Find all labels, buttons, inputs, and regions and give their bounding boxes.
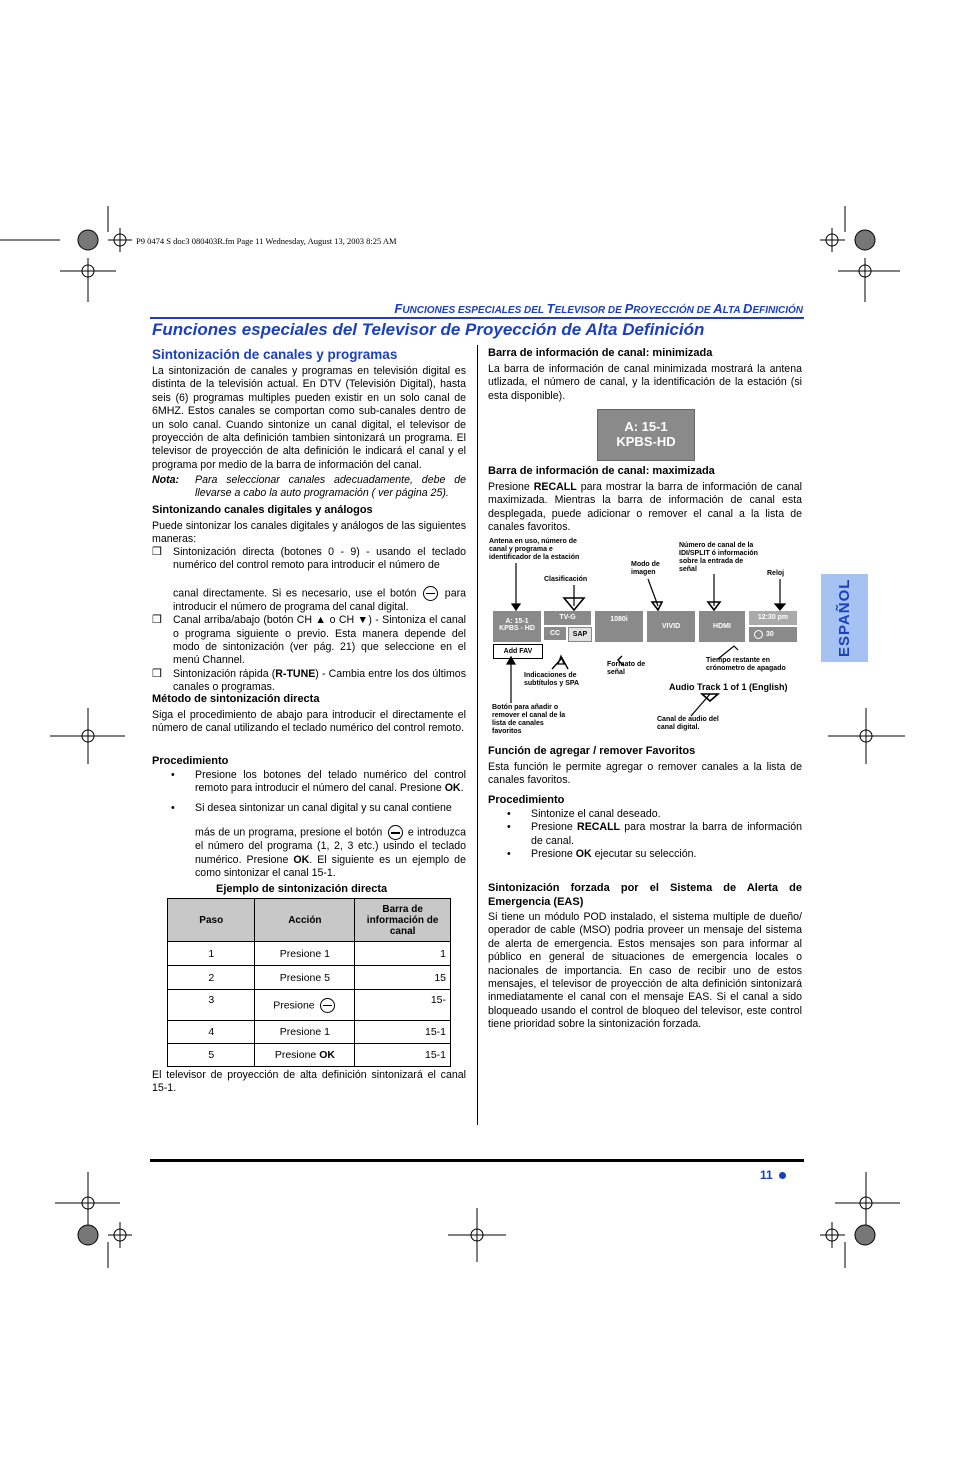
add-fav-button: Add FAV (493, 644, 543, 659)
bullet-dot: • (171, 801, 175, 814)
label-antena: Antena en uso, número de canal y programa e identificador de la estación (489, 538, 580, 561)
print-slug: P9 0474 S doc3 080403R.fm Page 11 Wednesday, August 13, 2003 8:25 AM (136, 236, 397, 246)
table-cell: 4 (168, 1021, 255, 1044)
closing-paragraph: El televisor de proyección de alta definición sintonizará el canal 15-1. (152, 1069, 466, 1095)
intro-paragraph: La sintonización de canales y programas en televisión digital es distinta de la televisión actual. En DTV (Televisión Digital), hasta seis (6) programas multiples pueden existir en un solo canal de 6MHZ. Estos canales se comportan como sub-canales dentro de un solo canal. Cuando sintonize un canal digital, el televisor de proyección de alta definición tambien sintonizará un programa. El televisor de proyección de alta definición le indicará el canal y el programa por medio de la barra de información del canal. (152, 365, 466, 471)
proc1-text-b: OK (444, 782, 461, 795)
min-info-bar (597, 409, 695, 461)
label-indicaciones: Indicaciones de subtítulos y SPA (524, 672, 580, 687)
label-modo: Modo de imagen (631, 561, 660, 576)
language-side-tab (821, 574, 868, 662)
eas-text: Si tiene un módulo POD instalado, el sistema multiple de dueño/ operador de cable (MSO) podria proveer un mensaje del sistema de alerta de emergencia. Estos mensajes son para informar al público en general de situaciones de emergencia locales o nacionales de importancia. En caso de recibir uno de estos mensajes, el televisor de proyección de alta definición sintonizará inmediatamente el canal con el mensaje EAS. Si el canal a sido bloqueado usando el control de bloqueo del televisor, este control tiene prioridad sobre la sintonización forzada. (488, 911, 802, 1031)
max-text-c: para mostrar la barra de información de canal maximizada. Mientras la barra de información de canal esta desplegada, puede adicionar o remover el canal a la lista de canales favoritos. (488, 481, 803, 534)
section-title: Sintonización de canales y programas (152, 347, 398, 362)
tuning-methods-list (152, 546, 466, 695)
list-item (152, 667, 466, 695)
table-cell: 3 (168, 990, 255, 1021)
rh-cap-4: A (713, 301, 723, 316)
table-cell: 15 (355, 966, 451, 990)
info-bar-input: HDMI (699, 611, 745, 642)
fav-text: Esta función le permite agregar o remover canales a la lista de canales favoritos. (488, 761, 802, 787)
table-cell: 15- (355, 990, 451, 1021)
rh-rest-5: EFINICIÓN (752, 305, 803, 316)
bullet3-text-b: R-TUNE (275, 667, 316, 680)
table-header: Barra de información de canal (355, 899, 451, 942)
bullet1-text-b: canal directamente. Si es necesario, use el botón (173, 587, 417, 600)
table-cell (255, 990, 355, 1021)
info-bar-clock: 12:30 pm (749, 611, 797, 625)
checkbox-bullet-icon: ❒ (152, 546, 162, 558)
min-bar-station: KPBS-HD (616, 434, 676, 449)
rh-rest-1: UNCIONES ESPECIALES DEL (402, 305, 547, 316)
tuning-example-table (167, 898, 451, 1067)
timer-icon (754, 630, 763, 639)
table-cell: Presione 1 (255, 942, 355, 966)
checkbox-bullet-icon: ❒ (152, 614, 162, 627)
table-cell: 15-1 (355, 1044, 451, 1067)
bullet2-text: Canal arriba/abajo (botón CH ▲ o CH ▼) - Sintoniza el canal o programa siguiente o previo. Esta manera depende del modo de sintonización (ver pág. 21) que seleccione en el menú Channel. (173, 614, 466, 667)
rh-rest-3: ROYECCIÓN DE (633, 305, 714, 316)
list-item: • Presione los botones del telado numérico del control remoto para introducir el número del canal. Presione OK. (171, 769, 466, 795)
list-item (171, 801, 466, 881)
procedure-list-right (507, 808, 802, 862)
table-cell: 2 (168, 966, 255, 990)
label-numero: Número de canal de la IDI/SPLIT ó información sobre la entrada de señal (679, 542, 758, 573)
sub-heading-tuning: Sintonizando canales digitales y análogos (152, 504, 373, 516)
header-rule (150, 317, 804, 319)
info-bar-resolution: 1080i (595, 611, 643, 642)
rh-cap-5: D (743, 301, 753, 316)
rh-rest-2: ELEVISOR DE (554, 305, 625, 316)
rproc3-text-c: ejecutar su selección. (594, 848, 697, 861)
bullet1-text-a: Sintonización directa (botones 0 - 9) - usando el teclado numérico del control remoto para introducir el número de (173, 546, 466, 572)
proc1-text-a: Presione los botones del telado numérico del control remoto para introducir el número del canal. Presione (195, 769, 466, 795)
label-boton-fav: Botón para añadir o remover el canal de la lista de canales favoritos (492, 704, 566, 735)
rproc1-text: Sintonize el canal deseado. (531, 808, 661, 820)
page-title: Funciones especiales del Televisor de Proyección de Alta Definición (152, 320, 705, 339)
bullet1-text-c: para introducir el número de programa del canal digital. (173, 587, 466, 613)
minus-button-icon (388, 825, 403, 840)
list-item (507, 808, 802, 821)
label-formato: Formato de señal (607, 661, 646, 676)
label-clasificacion: Clasificación (544, 576, 588, 583)
rproc2-text-b: RECALL (577, 821, 621, 834)
rproc3-text-b: OK (575, 848, 592, 861)
page-number-text: 11 (760, 1168, 773, 1182)
rh-cap-3: P (624, 301, 634, 316)
bullet3-text-a: Sintonización rápida ( (173, 667, 276, 680)
table-row (168, 1044, 451, 1067)
action-bold: OK (319, 1049, 335, 1061)
note-text: Para seleccionar canales adecuadamente, debe de llevarse a cabo la auto programación ( ver página 25). (195, 474, 466, 500)
max-text-a: Presione (488, 481, 530, 493)
info-bar-cc: CC (544, 627, 566, 640)
min-bar-text: La barra de información de canal minimizada mostrará la antena utlizada, el número de canal, y la identificación de la estación (si esta disponible). (488, 363, 802, 402)
checkbox-bullet-icon: ❒ (152, 667, 162, 680)
bullet-dot: • (171, 769, 175, 781)
side-tab-label: ESPAÑOL (836, 578, 853, 658)
info-bar-channel (493, 611, 541, 642)
rh-cap-2: T (546, 301, 555, 316)
info-bar-sap: SAP (568, 627, 592, 642)
column-divider (477, 345, 478, 1125)
table-title: Ejemplo de sintonización directa (216, 883, 388, 895)
procedure-list-left (171, 769, 466, 880)
label-canal-audio: Canal de audio del canal digital. (657, 716, 719, 731)
info-bar-rating: TV-G (544, 611, 591, 625)
table-cell: 15-1 (355, 1021, 451, 1044)
timer-value: 30 (766, 631, 774, 638)
table-cell: Presione 1 (255, 1021, 355, 1044)
table-cell: 1 (355, 942, 451, 966)
label-tiempo: Tiempo restante en crónometro de apagado (706, 657, 786, 672)
label-audio-track: Audio Track 1 of 1 (English) (669, 682, 788, 692)
sub-heading-direct: Método de sintonización directa (152, 693, 320, 705)
table-row (168, 966, 451, 990)
bullet-dot: • (507, 848, 511, 861)
table-row (168, 1021, 451, 1044)
table-header: Acción (255, 899, 355, 942)
table-cell (255, 1044, 355, 1067)
bullet-dot: • (507, 808, 511, 820)
table-cell: Presione 5 (255, 966, 355, 990)
page-dot-icon (779, 1172, 786, 1179)
list-item (152, 546, 466, 614)
table-cell: 1 (168, 942, 255, 966)
channel-line-1: A: 15-1 (505, 618, 529, 625)
note-label: Nota: (152, 474, 180, 486)
table-cell: 5 (168, 1044, 255, 1067)
rh-rest-4: LTA (722, 305, 744, 316)
footer-rule (150, 1159, 804, 1162)
table-row (168, 942, 451, 966)
min-bar-title: Barra de información de canal: minimizada (488, 347, 713, 359)
rproc2-text-a: Presione (531, 821, 573, 834)
action-text: Presione (273, 998, 315, 1011)
rproc2-text-c: para mostrar la barra de información de canal. (531, 821, 802, 847)
proc2-text-b: más de un programa, presione el botón (195, 826, 383, 839)
bullet-dot: • (507, 821, 511, 834)
sub2-text: Siga el procedimiento de abajo para introducir el directamente el número de canal utilizando el teclado numérico del control remoto. (152, 709, 466, 735)
proc2-text-c: e introduzca el número del programa (1, 2, 3 etc.) usindo el teclado numérico. Presione (195, 826, 466, 866)
bullet3-text-c: ) - Cambia entre los dos últimos canales o programas. (173, 667, 466, 694)
min-bar-channel: A: 15-1 (624, 419, 668, 434)
minus-button-icon (320, 998, 335, 1013)
procedure-title-left: Procedimiento (152, 755, 229, 767)
list-item (507, 848, 802, 861)
proc2-text-e: . El siguiente es un ejemplo de como sintonizar el canal 15-1. (195, 853, 466, 880)
fav-title: Función de agregar / remover Favoritos (488, 745, 696, 757)
procedure-title-right: Procedimiento (488, 794, 565, 806)
table-header: Paso (168, 899, 255, 942)
max-bar-text (488, 481, 802, 535)
label-reloj: Reloj (767, 570, 785, 577)
max-text-b: RECALL (533, 481, 577, 493)
page-number (760, 1168, 786, 1182)
action-text: Presione (274, 1049, 317, 1061)
info-bar-sleep-timer (749, 627, 797, 642)
rh-cap-1: F (394, 301, 403, 316)
channel-line-2: KPBS - HD (499, 625, 535, 632)
list-item (507, 821, 802, 848)
rproc3-text-a: Presione (531, 848, 573, 861)
proc2-text-a: Si desea sintonizar un canal digital y su canal contiene (195, 801, 452, 814)
sub1-intro: Puede sintonizar los canales digitales y análogos de las siguientes maneras: (152, 520, 466, 546)
list-item (152, 614, 466, 668)
info-bar-picture-mode: VIVID (647, 611, 695, 642)
eas-title: Sintonización forzada por el Sistema de Alerta de Emergencia (EAS) (488, 882, 802, 908)
minus-button-icon (423, 586, 438, 601)
table-row (168, 990, 451, 1021)
running-header (150, 301, 803, 316)
max-bar-title: Barra de información de canal: maximizada (488, 465, 715, 477)
proc2-text-d: OK (293, 853, 310, 866)
info-bar-diagram (486, 536, 806, 736)
